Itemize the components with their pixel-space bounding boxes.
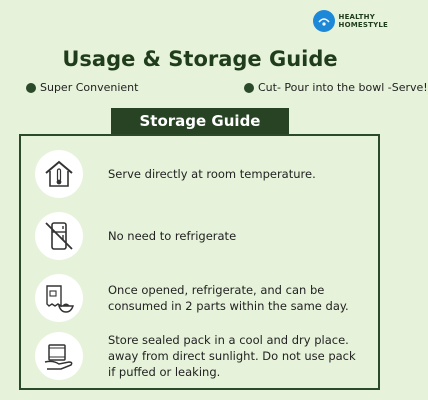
house-thermometer-icon: [35, 150, 83, 198]
bullet-icon: [244, 83, 254, 93]
guide-text: No need to refrigerate: [108, 229, 237, 243]
bullet-icon: [26, 83, 36, 93]
guide-item: [35, 332, 370, 380]
feature-list: [26, 81, 428, 97]
guide-item: [35, 150, 370, 198]
guide-text: Once opened, refrigerate, and can be consumed in 2 parts within the same day.: [108, 283, 349, 313]
storage-panel: [19, 134, 380, 390]
page-title: Usage & Storage Guide: [62, 47, 338, 71]
feature-item: [26, 81, 138, 94]
brand-name: HEALTHY HOMESTYLE: [338, 13, 388, 29]
brand-badge-icon: [313, 10, 335, 32]
feature-label: Super Convenient: [40, 81, 139, 94]
feature-item: [244, 81, 428, 94]
brand-logo: [313, 10, 388, 32]
guide-item: [35, 212, 370, 260]
no-refrigerator-icon: [35, 212, 83, 260]
feature-label: Cut- Pour into the bowl -Serve!: [258, 81, 428, 94]
guide-text: Serve directly at room temperature.: [108, 167, 316, 181]
guide-item: [35, 274, 370, 322]
guide-text: Store sealed pack in a cool and dry place. away from direct sunlight. Do not use pack if puffed or leaking.: [108, 333, 356, 379]
pack-in-hand-icon: [35, 332, 83, 380]
opened-pack-bowl-icon: [35, 274, 83, 322]
section-banner: Storage Guide: [111, 108, 289, 135]
